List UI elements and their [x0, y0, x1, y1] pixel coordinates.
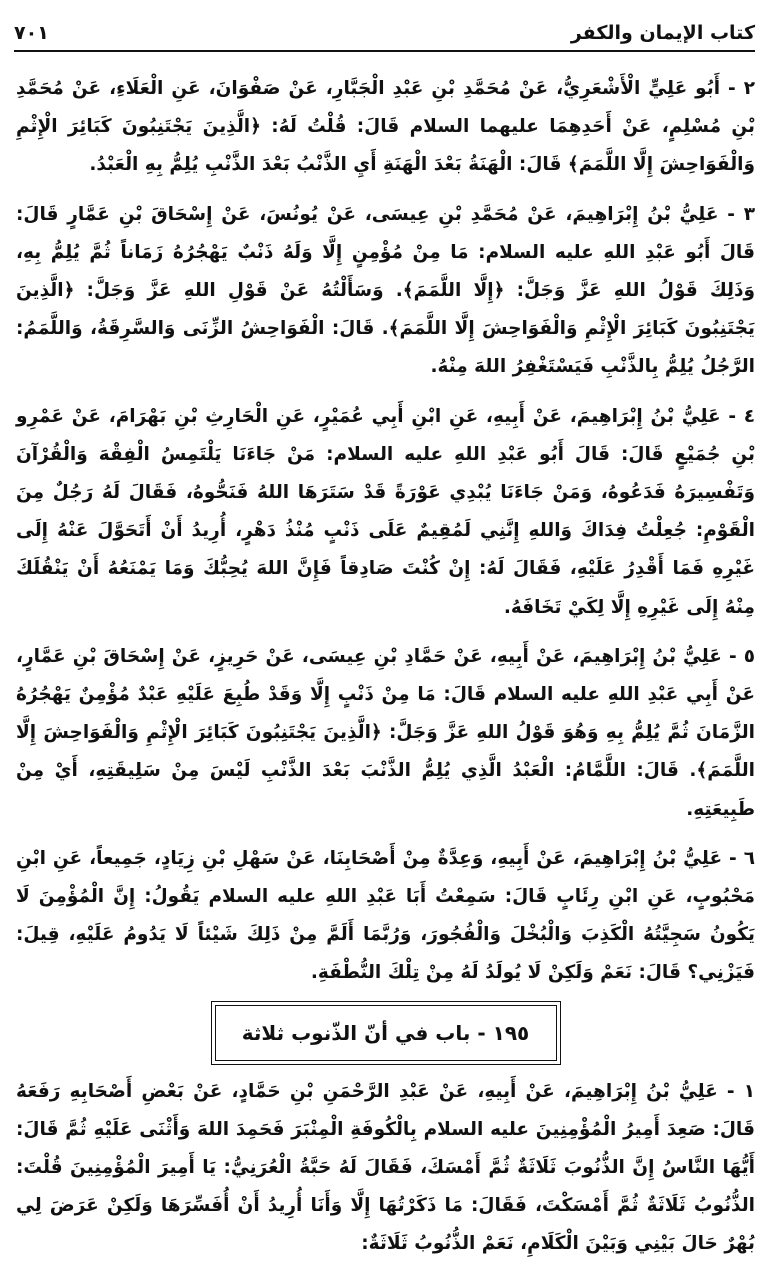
hadith-paragraph-2: ٢ - أَبُو عَلِيٍّ الْأَشْعَرِيُّ، عَنْ مُحَمَّدِ بْنِ عَبْدِ الْجَبَّارِ، عَنْ صَفْوَانَ، عَنِ الْعَلَاءِ، عَنْ مُحَمَّدِ بْنِ مُسْلِمٍ، عَنْ أَحَدِهِمَا عليهما السلام قَالَ: قُلْتُ لَهُ: ﴿الَّذِينَ يَجْتَنِبُونَ كَبَائِرَ الْإِثْمِ وَالْفَوَاحِشَ إِلَّا اللَّمَمَ﴾ قَالَ: الْهَنَةُ بَعْدَ الْهَنَةِ أَيِ الذَّنْبُ بَعْدَ الذَّنْبِ يُلِمُّ بِهِ الْعَبْدُ.	[16, 78, 755, 176]
page-number: ٧٠١	[14, 22, 49, 44]
chapter-heading: ١٩٥ - باب في أنّ الذّنوب ثلاثة	[241, 1020, 530, 1045]
chapter-heading-box	[215, 1005, 557, 1061]
hadith-paragraph-5: ٥ - عَلِيُّ بْنُ إِبْرَاهِيمَ، عَنْ أَبِيهِ، عَنْ حَمَّادِ بْنِ عِيسَى، عَنْ حَرِيزٍ، عَنْ إِسْحَاقَ بْنِ عَمَّارٍ، عَنْ أَبِي عَبْدِ اللهِ عليه السلام قَالَ: مَا مِنْ ذَنْبٍ إِلَّا وَقَدْ طُبِعَ عَلَيْهِ عَبْدٌ مُؤْمِنٌ يَهْجُرُهُ الزَّمَانَ ثُمَّ يُلِمُّ بِهِ وَهُوَ قَوْلُ اللهِ عَزَّ وَجَلَّ: ﴿الَّذِينَ يَجْتَنِبُونَ كَبَائِرَ الْإِثْمِ وَالْفَوَاحِشَ إِلَّا اللَّمَمَ﴾. قَالَ: اللَّمَّامُ: الْعَبْدُ الَّذِي يُلِمُّ الذَّنْبَ بَعْدَ الذَّنْبِ لَيْسَ مِنْ سَلِيقَتِهِ، أَيْ مِنْ طَبِيعَتِهِ.	[16, 645, 755, 820]
hadith-paragraph-6: ٦ - عَلِيُّ بْنُ إِبْرَاهِيمَ، عَنْ أَبِيهِ، وَعِدَّةٌ مِنْ أَصْحَابِنَا، عَنْ سَهْلِ بْنِ زِيَادٍ، جَمِيعاً، عَنِ ابْنِ مَحْبُوبٍ، عَنِ ابْنِ رِئَابٍ قَالَ: سَمِعْتُ أَبَا عَبْدِ اللهِ عليه السلام يَقُولُ: إِنَّ الْمُؤْمِنَ لَا يَكُونُ سَجِيَّتُهُ الْكَذِبَ وَالْبُخْلَ وَالْفُجُورَ، وَرُبَّمَا أَلَمَّ مِنْ ذَلِكَ شَيْئاً لَا يَدُومُ عَلَيْهِ، قِيلَ: فَيَزْنِي؟ قَالَ: نَعَمْ وَلَكِنْ لَا يُولَدُ لَهُ مِنْ تِلْكَ النُّطْفَةِ.	[16, 847, 755, 984]
page-body	[16, 70, 755, 1275]
hadith-paragraph-3: ٣ - عَلِيُّ بْنُ إِبْرَاهِيمَ، عَنْ مُحَمَّدِ بْنِ عِيسَى، عَنْ يُونُسَ، عَنْ إِسْحَاقَ بْنِ عَمَّارٍ قَالَ: قَالَ أَبُو عَبْدِ اللهِ عليه السلام: مَا مِنْ مُؤْمِنٍ إِلَّا وَلَهُ ذَنْبٌ يَهْجُرُهُ زَمَاناً ثُمَّ يُلِمُّ بِهِ، وَذَلِكَ قَوْلُ اللهِ عَزَّ وَجَلَّ: ﴿إِلَّا اللَّمَمَ﴾. وَسَأَلْتُهُ عَنْ قَوْلِ اللهِ عَزَّ وَجَلَّ: ﴿الَّذِينَ يَجْتَنِبُونَ كَبَائِرَ الْإِثْمِ وَالْفَوَاحِشَ إِلَّا اللَّمَمَ﴾. قَالَ: الْفَوَاحِشُ الزِّنَى وَالسَّرِقَةُ، وَاللَّمَمُ: الرَّجُلُ يُلِمُّ بِالذَّنْبِ فَيَسْتَغْفِرُ اللهَ مِنْهُ.	[16, 203, 755, 378]
page-header	[14, 14, 755, 52]
book-title: كتاب الإيمان والكفر	[570, 22, 755, 44]
chapter-hadith-paragraph-1: ١ - عَلِيُّ بْنُ إِبْرَاهِيمَ، عَنْ أَبِيهِ، عَنْ عَبْدِ الرَّحْمَنِ بْنِ حَمَّادٍ، عَنْ بَعْضِ أَصْحَابِهِ رَفَعَهُ قَالَ: صَعِدَ أَمِيرُ الْمُؤْمِنِينَ عليه السلام بِالْكُوفَةِ الْمِنْبَرَ فَحَمِدَ اللهَ وَأَثْنَى عَلَيْهِ ثُمَّ قَالَ: أَيُّهَا النَّاسُ إِنَّ الذُّنُوبَ ثَلَاثَةٌ ثُمَّ أَمْسَكَ، فَقَالَ لَهُ حَبَّةُ الْعُرَنِيُّ: يَا أَمِيرَ الْمُؤْمِنِينَ قُلْتَ: الذُّنُوبُ ثَلَاثَةٌ ثُمَّ أَمْسَكْتَ، فَقَالَ: مَا ذَكَرْتُهَا إِلَّا وَأَنَا أُرِيدُ أَنْ أُفَسِّرَهَا وَلَكِنْ عَرَضَ لِي بُهْرٌ حَالَ بَيْنِي وَبَيْنَ الْكَلَامِ، نَعَمْ الذُّنُوبُ ثَلَاثَةٌ:	[16, 1080, 755, 1255]
hadith-paragraph-4: ٤ - عَلِيُّ بْنُ إِبْرَاهِيمَ، عَنْ أَبِيهِ، عَنِ ابْنِ أَبِي عُمَيْرٍ، عَنِ الْحَارِثِ بْنِ بَهْرَامَ، عَنْ عَمْرِو بْنِ جُمَيْعٍ قَالَ: قَالَ أَبُو عَبْدِ اللهِ عليه السلام: مَنْ جَاءَنَا يَلْتَمِسُ الْفِقْهَ وَالْقُرْآنَ وَتَفْسِيرَهُ فَدَعُوهُ، وَمَنْ جَاءَنَا يُبْدِي عَوْرَةً قَدْ سَتَرَهَا اللهُ فَنَحُّوهُ، فَقَالَ لَهُ رَجُلٌ مِنَ الْقَوْمِ: جُعِلْتُ فِدَاكَ وَاللهِ إِنَّنِي لَمُقِيمٌ عَلَى ذَنْبٍ مُنْذُ دَهْرٍ، أُرِيدُ أَنْ أَتَحَوَّلَ عَنْهُ إِلَى غَيْرِهِ فَمَا أَقْدِرُ عَلَيْهِ، فَقَالَ لَهُ: إِنْ كُنْتَ صَادِقاً فَإِنَّ اللهَ يُحِبُّكَ وَمَا يَمْنَعُهُ أَنْ يَنْقُلَكَ مِنْهُ إِلَى غَيْرِهِ إِلَّا لِكَيْ تَخَافَهُ.	[16, 405, 755, 618]
